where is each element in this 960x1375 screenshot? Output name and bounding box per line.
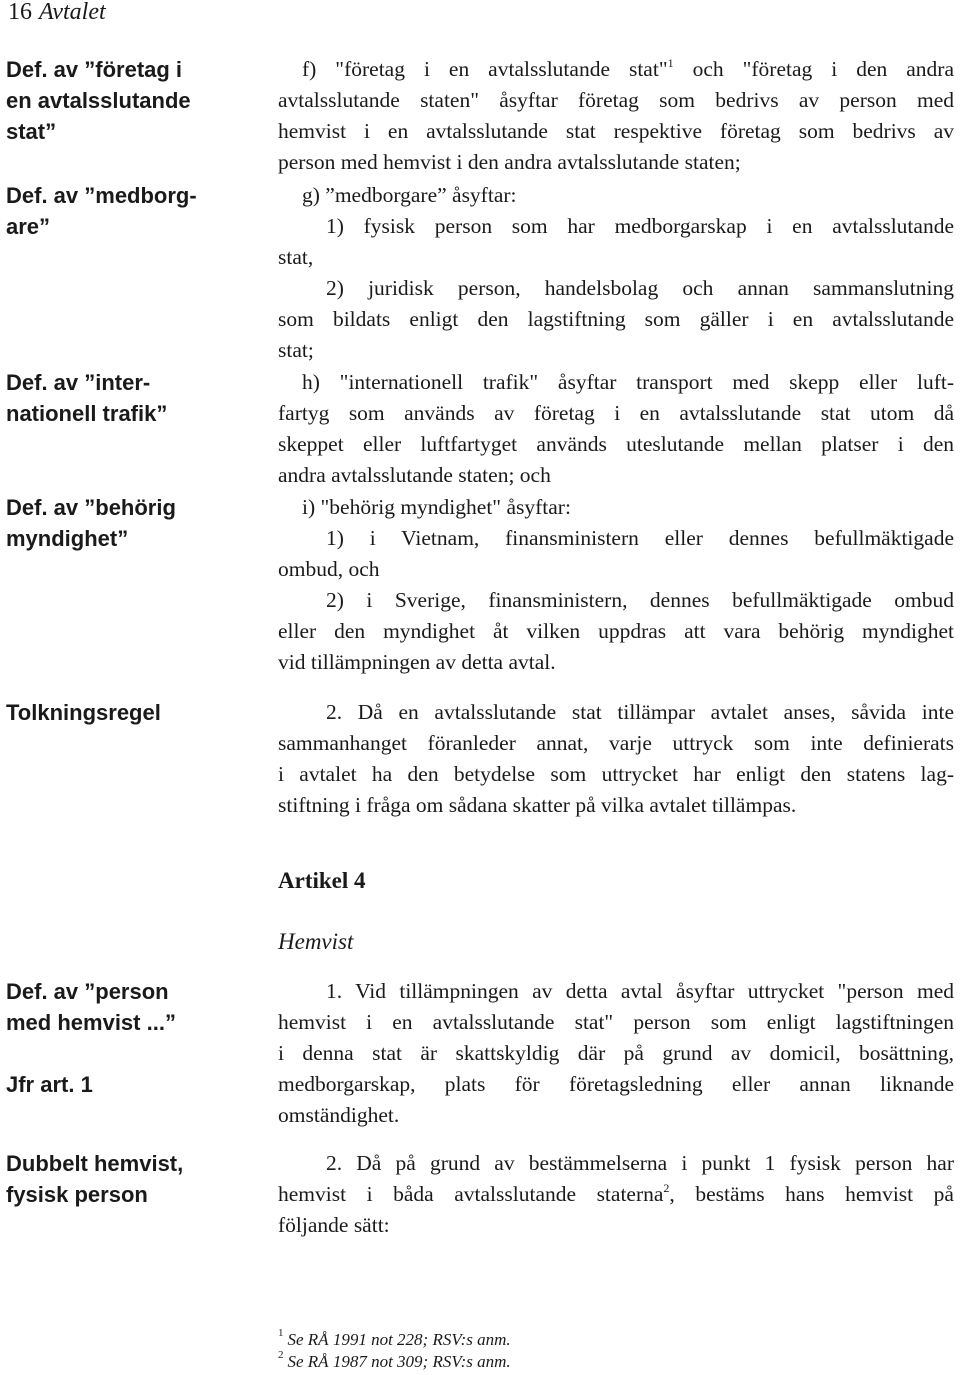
margin-note-tolkningsregel: Tolkningsregel bbox=[6, 700, 161, 725]
margin-note-jfr: Jfr art. 1 bbox=[6, 1072, 93, 1097]
definition-h: h) "internationell trafik" åsyftar transport med skepp eller luft- fartyg som används av företag i en avtalsslutande stat utom då skeppet eller luftfartyget används uteslutande mellan platser i den andra avtalsslutande staten; och bbox=[278, 370, 954, 487]
article-subheading: Hemvist bbox=[278, 929, 354, 954]
page-header bbox=[8, 0, 106, 26]
running-title: Avtalet bbox=[39, 0, 106, 25]
footnote-2: $^2$ Se RÅ 1987 not 309; RSV:s anm. bbox=[278, 1349, 511, 1371]
paragraph-2-interpretation: 2. Då en avtalsslutande stat tillämpar avtalet anses, såvida inte sammanhanget föranleder annat, varje uttryck som inte definierats i avtalet ha den betydelse som uttrycket har enligt den statens lag- stiftning i fråga om sådana skatter på vilka avtalet tillämpas. bbox=[278, 700, 954, 817]
margin-note-def-foretag: Def. av ”företag i en avtalsslutande stat” bbox=[6, 57, 191, 144]
margin-note-def-medborgare: Def. av ”medborg- are” bbox=[6, 183, 197, 239]
article-4-paragraph-1: 1. Vid tillämpningen av detta avtal åsyftar uttrycket "person med hemvist i en avtalsslutande stat" person som enligt lagstiftningen i denna stat är skattskyldig där på grund av domicil, bosättning, medborgarskap, plats för företagsledning eller annan liknande omständighet. bbox=[278, 979, 954, 1127]
definition-i: i) "behörig myndighet" åsyftar: 1) i Vietnam, finansministern eller dennes befullmäktigade ombud, och 2) i Sverige, finansministern, dennes befullmäktigade ombud eller den myndighet åt vilken uppdras att vara behörig myndighet vid tillämpningen av detta avtal. bbox=[278, 495, 954, 674]
definition-f: f) "företag i en avtalsslutande stat"$^1$ och "företag i den andra avtalsslutande staten" åsyftar företag som bedrivs av person med hemvist i en avtalsslutande stat respektive företag som bedrivs av person med hemvist i den andra avtalsslutande staten; bbox=[278, 55, 954, 174]
margin-note-def-person-med-hemvist: Def. av ”person med hemvist ...” bbox=[6, 979, 176, 1035]
footnote-ref-2: 2 bbox=[663, 1180, 670, 1195]
margin-note-def-internationell-trafik: Def. av ”inter- nationell trafik” bbox=[6, 370, 168, 426]
article-heading: Artikel 4 bbox=[278, 868, 366, 893]
margin-note-dubbelt-hemvist: Dubbelt hemvist, fysisk person bbox=[6, 1151, 184, 1207]
margin-note-def-behorig-myndighet: Def. av ”behörig myndighet” bbox=[6, 495, 176, 551]
footnote-ref-1: 1 bbox=[667, 55, 674, 70]
article-4-paragraph-2: 2. Då på grund av bestämmelserna i punkt 1 fysisk person har hemvist i båda avtalsslutande staterna$^2$, bestäms hans hemvist på följande sätt: bbox=[278, 1151, 954, 1237]
page-number: 16 bbox=[8, 0, 32, 25]
footnote-1: $^1$ Se RÅ 1991 not 228; RSV:s anm. bbox=[278, 1327, 511, 1349]
definition-g: g) ”medborgare” åsyftar: 1) fysisk person som har medborgarskap i en avtalsslutande stat, 2) juridisk person, handelsbolag och annan sammanslutning som bildats enligt den lagstiftning som gäller i en avtalsslutande stat; bbox=[278, 183, 954, 362]
